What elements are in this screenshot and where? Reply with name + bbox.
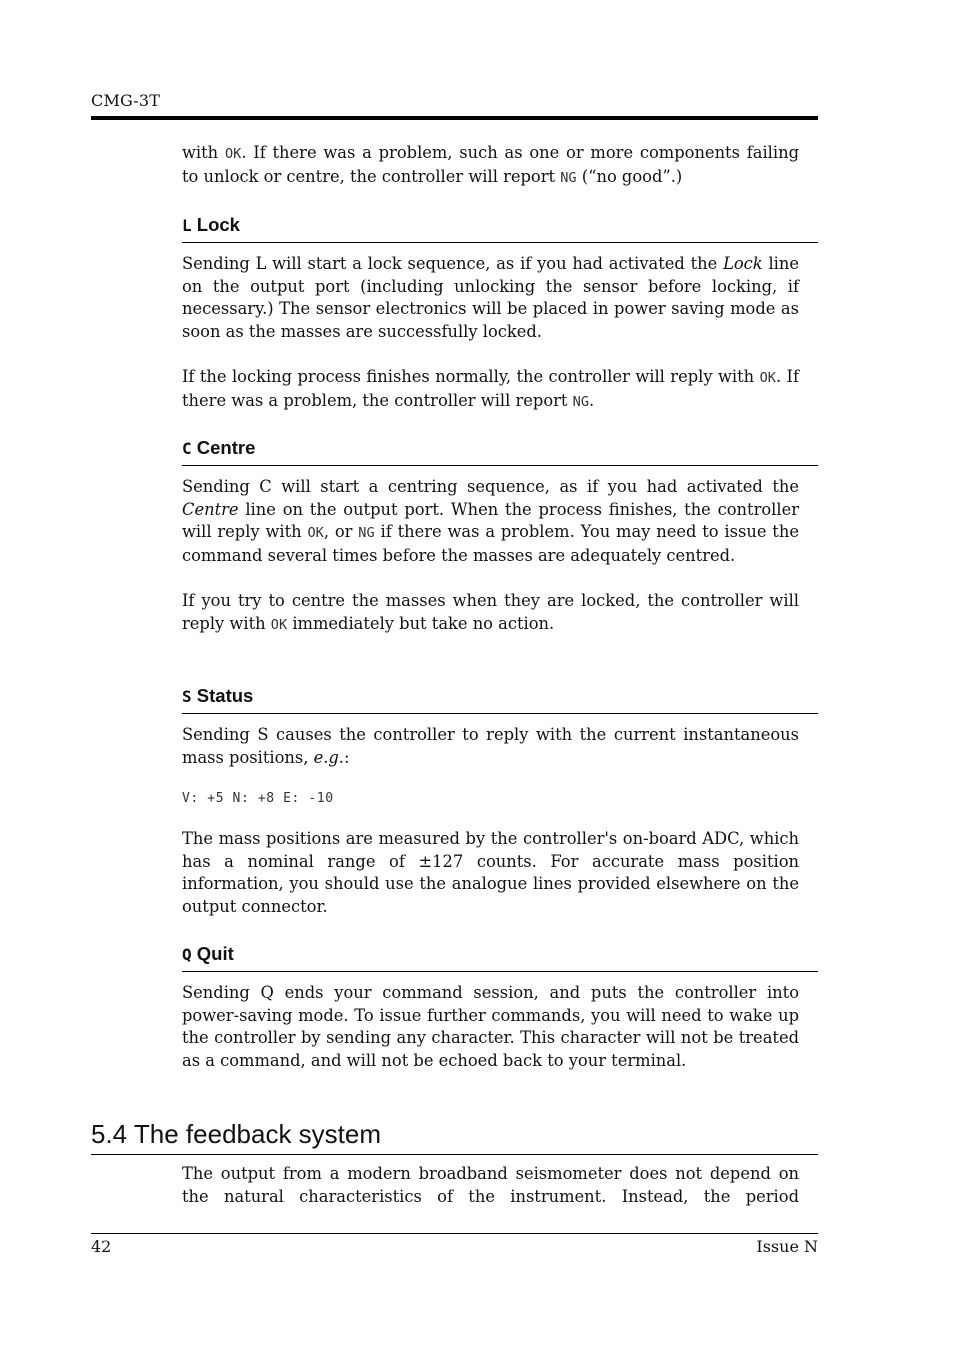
page-number: 42 <box>91 1237 112 1256</box>
status-paragraph-2: The mass positions are measured by the controller's on-board ADC, which has a nominal range of ±127 counts. For accurate mass position information, you should use the analogue lines provided elsewhere on the output connector. <box>182 829 799 917</box>
section-heading-centre: C Centre <box>182 436 818 466</box>
chapter-heading-feedback: 5.4 The feedback system <box>91 1118 818 1155</box>
section-heading-lock: L Lock <box>182 213 818 243</box>
ok-code: OK <box>224 146 242 162</box>
running-header-title: CMG-3T <box>91 91 161 110</box>
section-heading-status: S Status <box>182 684 818 714</box>
centre-paragraph-2: If you try to centre the masses when they are locked, the controller will reply with OK immediately but take no action. <box>182 590 799 633</box>
footer-rule <box>91 1233 818 1234</box>
lock-paragraph-2: If the locking process finishes normally, the controller will reply with OK. If there was a problem, the controller will report NG. <box>182 366 800 410</box>
intro-paragraph: with OK. If there was a problem, such as one or more components failing to unlock or centre, the controller will report NG (“no good”.) <box>182 143 799 186</box>
lock-paragraph-1: Sending L will start a lock sequence, as if you had activated the Lock line on the output port (including unlocking the sensor before locking, if necessary.) The sensor electronics will be placed in power saving mode as soon as the masses are successfully locked. <box>182 254 799 342</box>
centre-paragraph-1: Sending C will start a centring sequence, as if you had activated the Centre line on the output port. When the process finishes, the controller will reply with OK, or NG if there was a problem. You may need to issue the command several times before the masses are adequately centred. <box>182 477 799 566</box>
issue-label: Issue N <box>756 1237 818 1256</box>
header-rule <box>91 116 818 120</box>
section-heading-quit: Q Quit <box>182 942 818 972</box>
centre-section-body <box>182 476 799 636</box>
lock-section-body <box>182 253 799 413</box>
quit-paragraph: Sending Q ends your command session, and puts the controller into power-saving mode. To issue further commands, you will need to wake up the controller by sending any character. This character will not be treated as a command, and will not be echoed back to your terminal. <box>182 983 799 1071</box>
ng-code: NG <box>560 169 577 186</box>
status-code-example: V: +5 N: +8 E: -10 <box>182 791 334 806</box>
status-paragraph-1: Sending S causes the controller to reply with the current instantaneous mass positions, e.g.: <box>182 725 799 767</box>
feedback-paragraph: The output from a modern broadband seismometer does not depend on the natural characteristics of the instrument. Instead, the period <box>182 1164 799 1206</box>
